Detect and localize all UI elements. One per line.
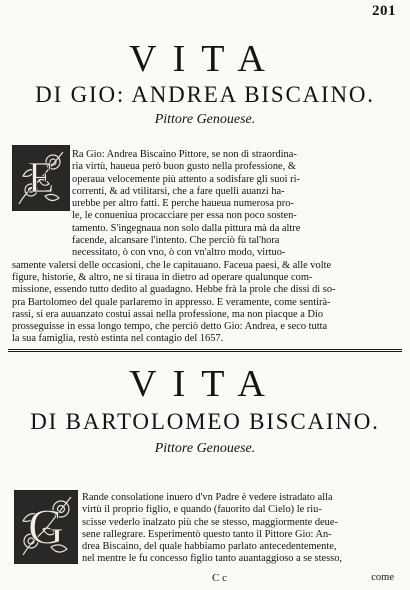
section2-subject-name: DI BARTOLOMEO BISCAINO.	[30, 409, 380, 434]
section1-line: prosseguisse in essa longo tempo, che perciò detto Gio: Andrea, e seco tutta	[12, 321, 328, 333]
page-number: 201	[372, 3, 396, 19]
section2-line: sene rallegrare. Esperimentò questo tanto il Pittore Gio: An-	[82, 528, 332, 540]
section1-text-full	[12, 260, 397, 346]
section1-decorated-initial	[12, 145, 70, 211]
section1-line: Ra Gio: Andrea Biscaino Pittore, se non di straordina-	[72, 149, 297, 160]
section1-line: rassi, si era auuanzato costui assai nella professione, ma non piacque a Dio	[12, 308, 324, 320]
section2-role: Pittore Genouese.	[154, 441, 256, 456]
section1-line: la sua famiglia, restò estinta nel contagio del 1657.	[12, 333, 224, 345]
section1-role: Pittore Genouese.	[154, 112, 256, 127]
section2-text	[82, 492, 398, 566]
section1-line: necessitato, ò con vno, ò con vn'altro modo, virtuo-	[72, 247, 286, 259]
section1-line: ria virtù, haueua però buon gusto nella professione, &	[72, 161, 296, 173]
section2-line: virtù il proprio figlio, e quando (fauorito dal Cielo) le riu-	[82, 504, 322, 516]
section1-line: le, le conueniua procacciare per essa non poco sosten-	[72, 210, 297, 222]
section1-vita-title: VITA	[129, 38, 281, 80]
section2-line: nel mentre le fu concesso figlio tanto auantaggioso a se stesso,	[82, 553, 342, 565]
section1-subject-name: DI GIO: ANDREA BISCAINO.	[35, 82, 375, 107]
floral-initial-g-icon	[15, 491, 77, 563]
section2-line: scisse vederlo inalzato più che se stesso, maggiormente deue-	[82, 516, 338, 528]
section-divider	[8, 349, 402, 352]
section1-line: tamento. S'ingegnaua non solo dalla pittura mà da altre	[72, 222, 301, 234]
section1-initial-letter: E	[27, 153, 55, 202]
section1-text-indented	[72, 149, 397, 260]
signature-mark: C c	[212, 572, 227, 584]
section1-line: missione, essendo tutto dedito al guadagno. Hebbe frà la prole che dissi di so-	[12, 284, 336, 296]
section1-line: samente valersi delle occasioni, che le capitauano. Faceua paesi, & alle volte	[12, 259, 332, 271]
section1-line: correnti, & ad vtilitarsi, che a fare quelli auanzi ha-	[72, 185, 285, 197]
section2-initial-letter: G	[27, 498, 65, 554]
section2-line: drea Biscaino, del quale habbiamo parlato antecedentemente,	[82, 541, 337, 553]
section1-line: urebbe per altro fatti. E perche haueua numerosa pro-	[72, 198, 294, 210]
section1-line: pra Bartolomeo del quale parlaremo in appresso. E veramente, come sentirà-	[12, 296, 331, 308]
section2-decorated-initial	[14, 490, 78, 564]
catchword: come	[371, 572, 394, 583]
section1-line: operaua velocemente più attento a sodisfare gli suoi ri-	[72, 173, 300, 185]
section2-line: Rande consolatione inuero d'vn Padre è vedere istradato alla	[82, 492, 333, 503]
section2-vita-title: VITA	[129, 363, 281, 405]
section1-line: facende, alcansare l'intento. Che perciò fù tal'hora	[72, 235, 280, 247]
section1-line: figure, historie, & altro, ne si tiraua in dietro ad operare qualunque com-	[12, 271, 313, 283]
floral-initial-e-icon	[13, 146, 69, 210]
